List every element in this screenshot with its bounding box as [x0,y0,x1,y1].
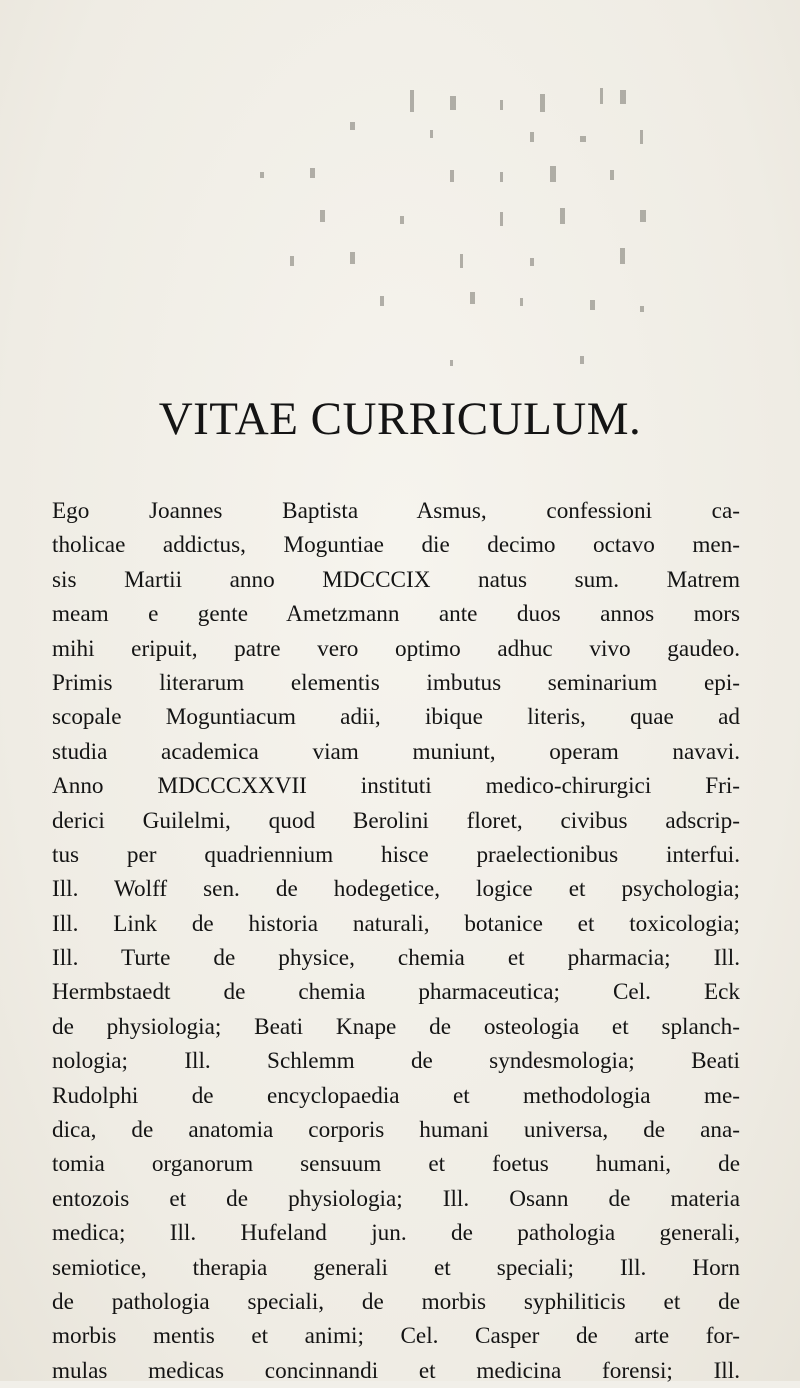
text-line: Hermbstaedt de chemia pharmaceutica; Cel. Eck [52,979,740,1006]
text-line: entozois et de physiologia; Ill. Osann de materia [52,1185,740,1212]
show-through-bleed [200,60,700,390]
text-line: de physiologia; Beati Knape de osteologia et splanch- [52,1013,740,1040]
text-line: Ego Joannes Baptista Asmus, confessioni ca- [52,498,740,524]
text-line: Rudolphi de encyclopaedia et methodologia me- [52,1082,740,1109]
text-line: tomia organorum sensuum et foetus humani, de [52,1151,740,1178]
text-line: scopale Moguntiacum adii, ibique literis, quae ad [52,704,740,731]
text-line: studia academica viam muniunt, operam navavi. [52,738,740,765]
text-line: medica; Ill. Hufeland jun. de pathologia generali, [52,1220,740,1247]
text-line: tus per quadriennium hisce praelectionibus interfui. [52,841,740,868]
text-line: de pathologia speciali, de morbis syphiliticis et de [52,1288,740,1315]
text-line: sis Martii anno MDCCCIX natus sum. Matrem [52,566,740,593]
text-line: Ill. Turte de physice, chemia et pharmacia; Ill. [52,945,740,972]
text-line: mihi eripuit, patre vero optimo adhuc vivo gaudeo. [52,635,740,662]
text-line: Anno MDCCCXXVII instituti medico-chirurgici Fri- [52,773,740,800]
text-line: meam e gente Ametzmann ante duos annos mors [52,601,740,628]
body-paragraph [52,494,740,1388]
text-line: Ill. Wolff sen. de hodegetice, logice et psychologia; [52,876,740,903]
text-line: Ill. Link de historia naturali, botanice et toxicologia; [52,910,740,937]
page-title: VITAE CURRICULUM. [158,393,642,445]
text-line: Primis literarum elementis imbutus seminarium epi- [52,669,740,696]
text-line: mulas medicas concinnandi et medicina forensi; Ill. [52,1357,740,1384]
text-line: tholicae addictus, Moguntiae die decimo octavo men- [52,532,740,559]
text-line: semiotice, therapia generali et speciali; Ill. Horn [52,1254,740,1281]
text-line: dica, de anatomia corporis humani universa, de ana- [52,1117,740,1144]
text-line: morbis mentis et animi; Cel. Casper de arte for- [52,1323,740,1350]
text-line: derici Guilelmi, quod Berolini floret, civibus adscrip- [52,807,740,834]
text-line: nologia; Ill. Schlemm de syndesmologia; Beati [52,1048,740,1075]
